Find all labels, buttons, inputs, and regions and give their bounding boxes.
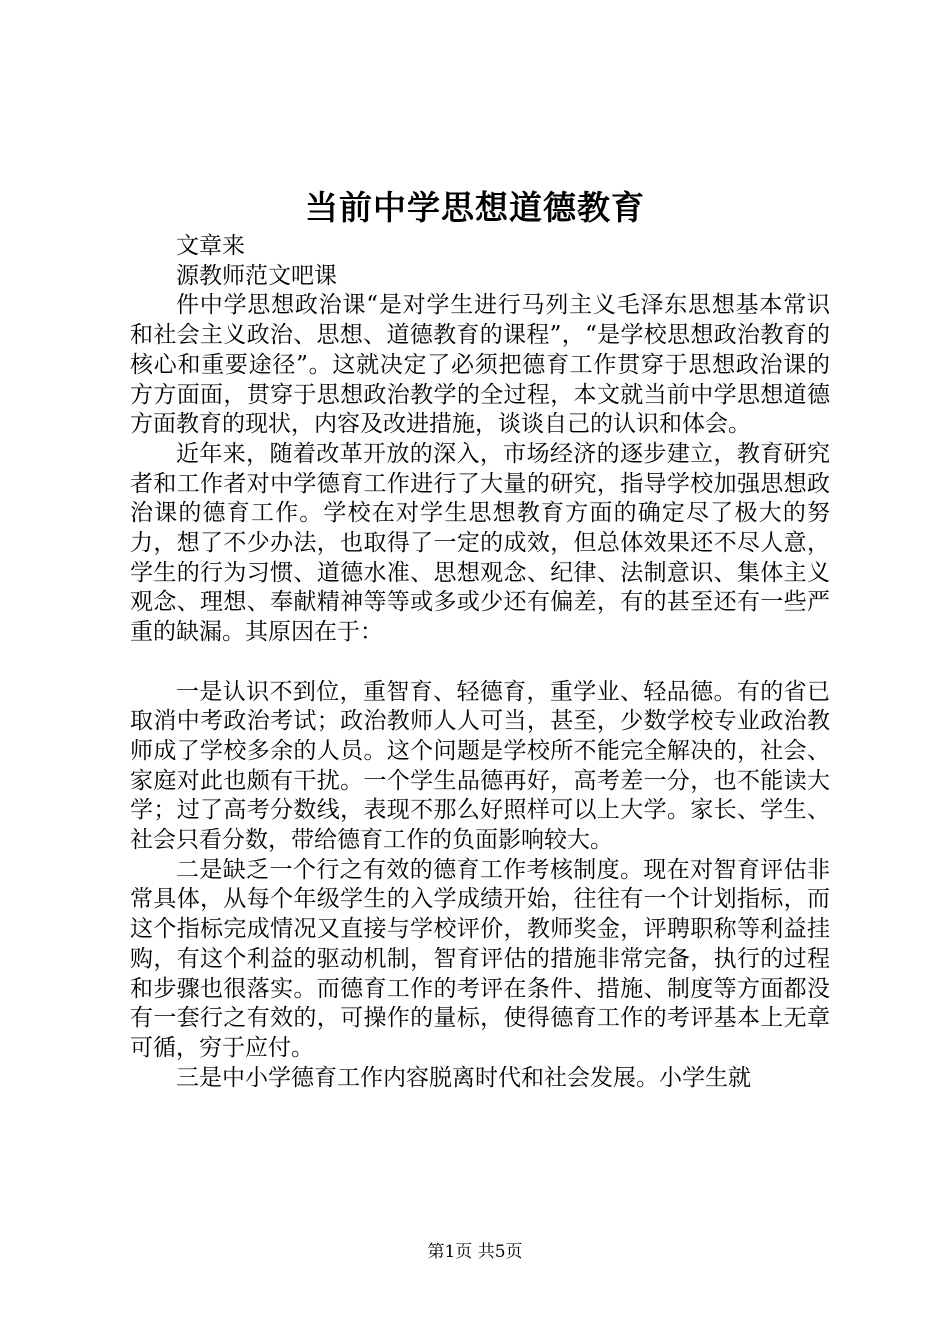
paragraph-reason-2: 二是缺乏一个行之有效的德育工作考核制度。现在对智育评估非常具体，从每个年级学生的入学成绩开始，往往有一个计划指标，而这个指标完成情况又直接与学校评价，教师奖金，评聘职称等利益挂购，有这个利益的驱动机制，智育评估的措施非常完备，执行的过程和步骤也很落实。而德育工作的考评在条件、措施、制度等方面都没有一套行之有效的，可操作的量标，使得德育工作的考评基本上无章可循，穷于应付。 [130,856,830,1061]
page-number-footer: 第1页 共5页 [427,1242,523,1262]
paragraph-source-1: 文章来 [176,233,245,259]
document-body [130,232,830,1093]
paragraph-current-situation: 近年来，随着改革开放的深入，市场经济的逐步建立，教育研究者和工作者对中学德育工作进行了大量的研究，指导学校加强思想政治课的德育工作。学校在对学生思想教育方面的确定尽了极大的努力，想了不少办法，也取得了一定的成效，但总体效果还不尽人意，学生的行为习惯、道德水准、思想观念、纪律、法制意识、集体主义观念、理想、奉献精神等等或多或少还有偏差，有的甚至还有一些严重的缺漏。其原因在于： [130,440,830,646]
document-title: 当前中学思想道德教育 [305,188,645,227]
paragraph-spacer [130,648,830,678]
paragraph-reason-3: 三是中小学德育工作内容脱离时代和社会发展。小学生就 [176,1064,751,1091]
paragraph-reason-1: 一是认识不到位，重智育、轻德育，重学业、轻品德。有的省已取消中考政治考试；政治教师人人可当，甚至，少数学校专业政治教师成了学校多余的人员。这个问题是学校所不能完全解决的，社会、家庭对此也颇有干扰。一个学生品德再好，高考差一分，也不能读大学；过了高考分数线，表现不那么好照样可以上大学。家长、学生、社会只看分数，带给德育工作的负面影响较大。 [130,678,830,854]
paragraph-source-2: 源教师范文吧课 [176,262,337,289]
paragraph-intro: 件中学思想政治课“是对学生进行马列主义毛泽东思想基本常识和社会主义政治、思想、道德教育的课程”，“是学校思想政治教育的核心和重要途径”。这就决定了必须把德育工作贯穿于思想政治课的方方面面，贯穿于思想政治教学的全过程，本文就当前中学思想道德方面教育的现状，内容及改进措施，谈谈自己的认识和体会。 [130,292,830,438]
